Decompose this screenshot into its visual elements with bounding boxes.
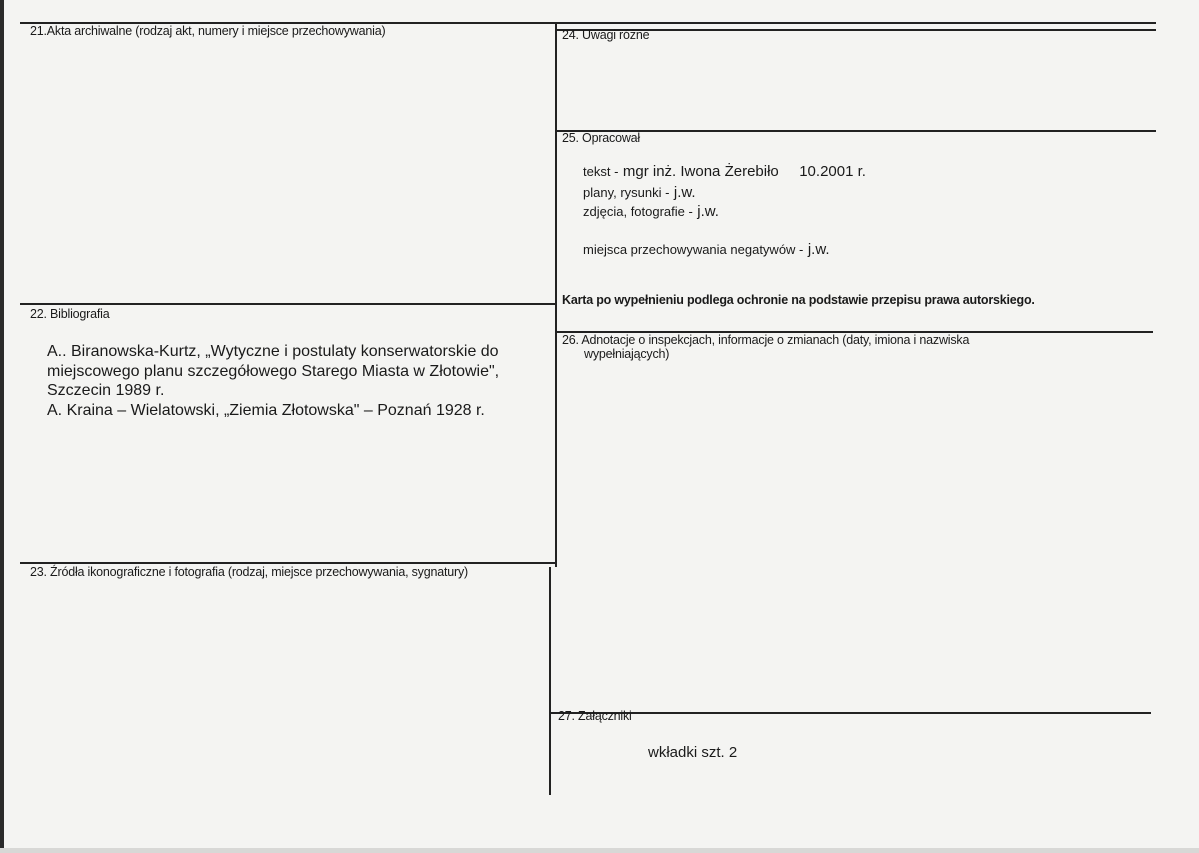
section-26-label-2: wypełniających) [584, 347, 670, 361]
section-23-label: 23. Źródła ikonograficzne i fotografia (rodzaj, miejsce przechowywania, sygnatury) [30, 565, 468, 579]
section-26-label-1: 26. Adnotacje o inspekcjach, informacje o zmianach (daty, imiona i nazwiska [562, 333, 970, 347]
plany-value: j.w. [673, 184, 696, 201]
negatywy-value: j.w. [807, 241, 830, 258]
scan-edge [0, 0, 4, 853]
bibliography-line-2: miejscowego planu szczegółowego Starego Miasta w Złotowie", [47, 362, 500, 380]
section-22-rule [20, 303, 556, 305]
copyright-notice: Karta po wypełnieniu podlega ochronie na podstawie przepisu prawa autorskiego. [562, 293, 1035, 307]
section-21-label: 21.Akta archiwalne (rodzaj akt, numery i miejsce przechowywania) [30, 24, 386, 38]
plany-row [583, 184, 696, 202]
attachments-value: wkładki szt. 2 [648, 744, 738, 761]
tekst-author: mgr inż. Iwona Żerebiło [622, 163, 779, 180]
scan-bottom-edge [0, 848, 1199, 853]
bibliography-line-4: A. Kraina – Wielatowski, „Ziemia Złotowska" – Poznań 1928 r. [47, 401, 485, 419]
zdjecia-label: zdjęcia, fotografie - [583, 204, 693, 219]
negatywy-row [583, 241, 830, 259]
bibliography-line-3: Szczecin 1989 r. [47, 382, 165, 399]
center-divider [555, 22, 557, 567]
center-divider-lower [549, 567, 551, 795]
bibliography-text [47, 342, 499, 420]
section-25-rule [556, 130, 1156, 132]
zdjecia-value: j.w. [697, 203, 719, 220]
tekst-row [583, 163, 866, 181]
section-27-rule [549, 712, 1151, 714]
section-23-rule [20, 562, 556, 564]
negatywy-label: miejsca przechowywania negatywów - [583, 242, 804, 257]
bibliography-line-1: A.. Biranowska-Kurtz, „Wytyczne i postulaty konserwatorskie do [47, 343, 499, 360]
tekst-date: 10.2001 r. [799, 163, 866, 180]
zdjecia-row [583, 203, 719, 221]
tekst-label: tekst - [583, 164, 619, 179]
section-22-label: 22. Bibliografia [30, 307, 110, 321]
section-27-label: 27. Załączniki [558, 709, 632, 723]
section-24-label: 24. Uwagi różne [562, 28, 650, 42]
section-25-label: 25. Opracował [562, 131, 640, 145]
plany-label: plany, rysunki - [583, 185, 670, 200]
